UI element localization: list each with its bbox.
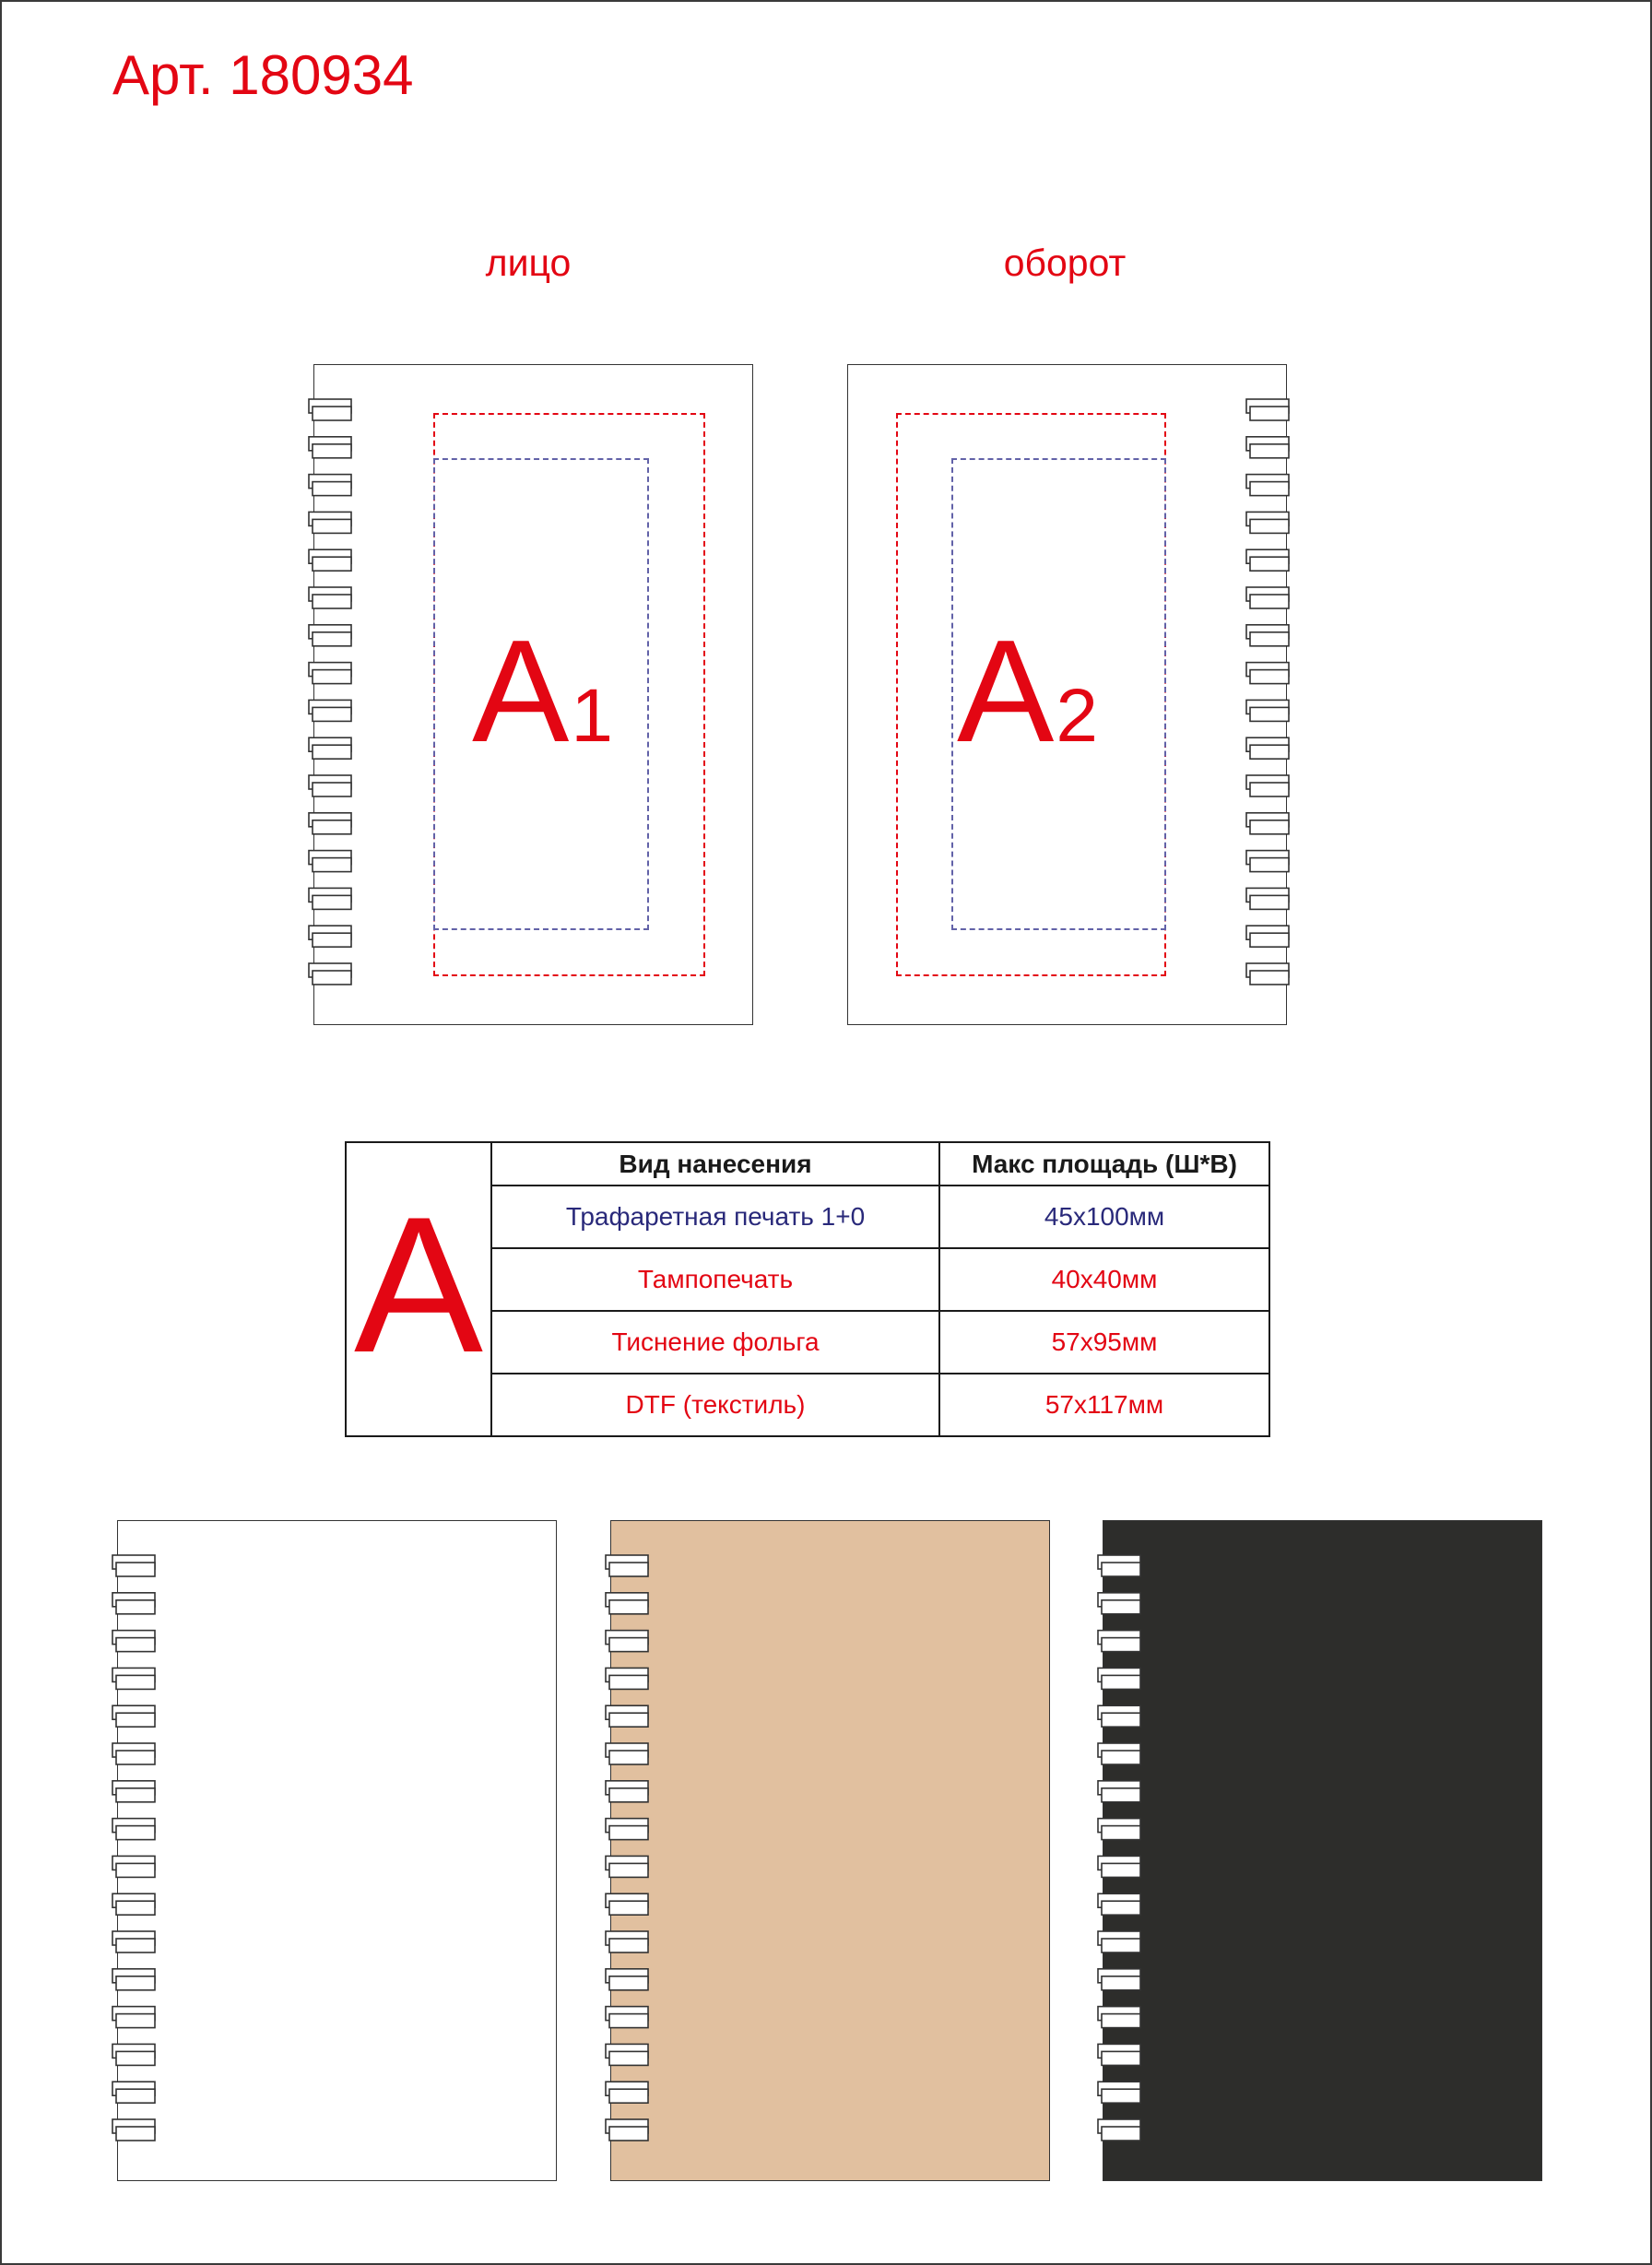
- spiral-ring: [606, 1819, 648, 1840]
- spiral-ring: [1246, 963, 1289, 985]
- zone-index-2: 2: [1056, 674, 1098, 758]
- spiral-ring: [1246, 926, 1289, 947]
- spiral-rings: [308, 398, 354, 986]
- spiral-ring: [1098, 1819, 1140, 1840]
- front-view-label: лицо: [485, 242, 572, 284]
- spiral-ring: [1246, 549, 1289, 571]
- notebook-variant-white: [117, 1520, 557, 2181]
- spiral-ring: [1098, 1593, 1140, 1614]
- spiral-binding-back: [1245, 398, 1292, 986]
- spiral-ring: [112, 1555, 155, 1576]
- spiral-ring: [606, 1593, 648, 1614]
- spiral-ring: [606, 1743, 648, 1764]
- spiral-ring: [1246, 663, 1289, 684]
- spiral-ring: [309, 625, 351, 646]
- spiral-ring: [309, 926, 351, 947]
- zone-label-a2: [957, 610, 1098, 773]
- method-cell: DTF (текстиль): [491, 1374, 939, 1436]
- spiral-ring: [309, 549, 351, 571]
- spiral-ring: [1098, 1969, 1140, 1990]
- spiral-ring: [1246, 737, 1289, 759]
- spiral-rings: [112, 1554, 158, 2142]
- spiral-ring: [1098, 1743, 1140, 1764]
- spiral-ring: [112, 1781, 155, 1802]
- spiral-ring: [309, 475, 351, 496]
- spiral-ring: [112, 2007, 155, 2028]
- spiral-rings: [605, 1554, 651, 2142]
- spiral-ring: [606, 1668, 648, 1689]
- spiral-ring: [112, 1668, 155, 1689]
- spiral-ring: [1098, 1705, 1140, 1727]
- spiral-ring: [309, 437, 351, 458]
- spiral-ring: [606, 1856, 648, 1877]
- spiral-ring: [1246, 625, 1289, 646]
- spiral-ring: [606, 2044, 648, 2065]
- spiral-ring: [1246, 700, 1289, 721]
- spiral-ring: [112, 1969, 155, 1990]
- spiral-ring: [606, 1705, 648, 1727]
- spiral-ring: [309, 512, 351, 533]
- spiral-ring: [606, 1969, 648, 1990]
- table-zone-cell: [346, 1142, 491, 1436]
- zone-letter-a: A: [472, 610, 570, 773]
- spiral-ring: [112, 2082, 155, 2103]
- spiral-ring: [309, 399, 351, 420]
- method-cell: Тиснение фольга: [491, 1311, 939, 1374]
- spiral-ring: [1246, 851, 1289, 872]
- spiral-ring: [606, 1781, 648, 1802]
- area-cell: 57x117мм: [939, 1374, 1269, 1436]
- zone-letter-a: A: [957, 610, 1055, 773]
- zone-label-a1: [472, 610, 613, 773]
- spiral-ring: [1098, 1856, 1140, 1877]
- application-methods-table: [345, 1141, 1270, 1437]
- spiral-ring: [112, 2119, 155, 2141]
- spiral-ring: [1098, 2119, 1140, 2141]
- spiral-ring: [309, 737, 351, 759]
- area-cell: 40x40мм: [939, 1248, 1269, 1311]
- spiral-ring: [112, 1705, 155, 1727]
- notebook-variant-kraft: [610, 1520, 1050, 2181]
- spiral-binding-white: [112, 1554, 158, 2142]
- spiral-ring: [309, 963, 351, 985]
- spiral-ring: [309, 775, 351, 796]
- spiral-ring: [309, 851, 351, 872]
- spiral-ring: [112, 1931, 155, 1952]
- spiral-ring: [606, 1631, 648, 1652]
- spiral-ring: [1246, 399, 1289, 420]
- spiral-binding-kraft: [605, 1554, 651, 2142]
- spiral-ring: [112, 1743, 155, 1764]
- spiral-ring: [1098, 1781, 1140, 1802]
- table-zone-letter: A: [353, 1175, 484, 1393]
- notebook-variant-black: [1103, 1520, 1542, 2181]
- method-column-header: Вид нанесения: [491, 1142, 939, 1186]
- spiral-ring: [1246, 475, 1289, 496]
- spiral-ring: [112, 1631, 155, 1652]
- spiral-ring: [606, 1931, 648, 1952]
- spiral-rings: [1245, 398, 1292, 986]
- spiral-ring: [1098, 2007, 1140, 2028]
- area-cell: 57x95мм: [939, 1311, 1269, 1374]
- spiral-ring: [1098, 1555, 1140, 1576]
- spiral-ring: [1246, 587, 1289, 608]
- zone-index-1: 1: [571, 674, 613, 758]
- spiral-ring: [1246, 775, 1289, 796]
- spiral-ring: [309, 587, 351, 608]
- spiral-ring: [309, 663, 351, 684]
- spiral-ring: [1246, 512, 1289, 533]
- spiral-ring: [112, 2044, 155, 2065]
- spiral-ring: [1098, 2044, 1140, 2065]
- spiral-ring: [1098, 1893, 1140, 1915]
- spiral-ring: [1098, 1631, 1140, 1652]
- method-cell: Трафаретная печать 1+0: [491, 1186, 939, 1248]
- spiral-ring: [112, 1856, 155, 1877]
- spiral-ring: [1098, 2082, 1140, 2103]
- spiral-ring: [1246, 813, 1289, 834]
- spiral-binding-front: [308, 398, 354, 986]
- spiral-ring: [1098, 1668, 1140, 1689]
- spiral-ring: [112, 1893, 155, 1915]
- spiral-ring: [1246, 437, 1289, 458]
- spiral-ring: [606, 2119, 648, 2141]
- back-view-label: оборот: [1003, 242, 1127, 284]
- spiral-ring: [112, 1819, 155, 1840]
- spiral-ring: [309, 888, 351, 909]
- spiral-ring: [1246, 888, 1289, 909]
- area-cell: 45x100мм: [939, 1186, 1269, 1248]
- spiral-ring: [309, 700, 351, 721]
- spiral-ring: [606, 1893, 648, 1915]
- spiral-ring: [606, 2082, 648, 2103]
- area-column-header: Макс площадь (Ш*В): [939, 1142, 1269, 1186]
- spiral-ring: [606, 2007, 648, 2028]
- spiral-ring: [309, 813, 351, 834]
- article-title: Арт. 180934: [112, 44, 414, 106]
- spiral-ring: [1098, 1931, 1140, 1952]
- spiral-rings: [1097, 1554, 1143, 2142]
- spiral-binding-black: [1097, 1554, 1143, 2142]
- method-cell: Тампопечать: [491, 1248, 939, 1311]
- spiral-ring: [112, 1593, 155, 1614]
- table-header-row: [346, 1142, 1269, 1186]
- spiral-ring: [606, 1555, 648, 1576]
